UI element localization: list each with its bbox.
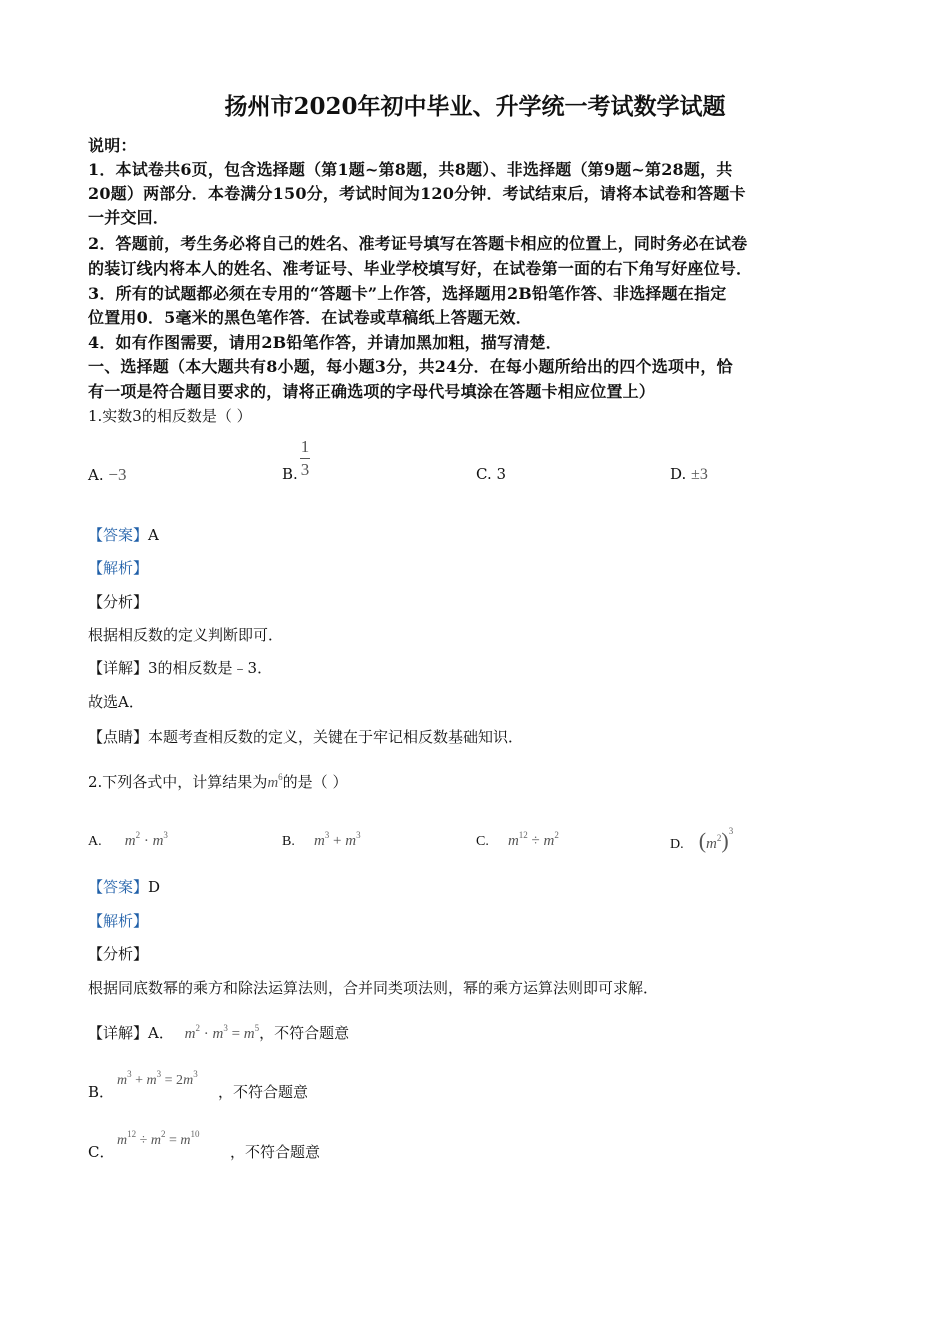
detail-math: $m^2 \cdot m^3 = m^5$	[184, 1023, 260, 1042]
q2-detail-b-label: B．	[88, 1083, 115, 1101]
option-label: D.	[670, 465, 687, 483]
dianjing-tag: 【点睛】	[88, 728, 149, 746]
q2-fenxi-tag: 【分析】	[88, 945, 149, 963]
option-math: $(m^2)^3$	[698, 826, 734, 853]
math-base: m	[267, 775, 279, 791]
q2-detail-a	[88, 1022, 349, 1043]
instructions-heading: 说明：	[88, 136, 137, 155]
q2-detail-b-verdict: ，不符合题意	[218, 1083, 309, 1101]
section-heading: 一、选择题（本大题共有8小题，每小题3分，共24分．在每小题所给出的四个选项中，恰	[88, 357, 733, 376]
option-value: −3	[108, 465, 127, 484]
q1-option-d	[670, 465, 708, 484]
option-math: $m^3 + m^3$	[313, 830, 361, 849]
fraction-numerator: 1	[300, 437, 310, 456]
q1-detail	[88, 657, 272, 678]
q2-detail-c	[117, 1129, 199, 1149]
stem-math	[267, 772, 283, 791]
q1-jiexi-tag: 【解析】	[88, 559, 149, 577]
fraction-bar	[300, 458, 310, 459]
q2-option-d	[670, 826, 733, 854]
q2-answer	[88, 876, 160, 897]
instruction-line: 3．所有的试题都必须在专用的“答题卡”上作答，选择题用2B铅笔作答、非选择题在指定	[88, 284, 727, 303]
q1-fenxi-tag: 【分析】	[88, 593, 149, 611]
option-math: $m^2 \cdot m^3$	[124, 830, 168, 849]
detail-math: $m^{12} \div m^2 = m^{10}$	[117, 1129, 200, 1148]
q1-answer	[88, 524, 159, 545]
page-title: 扬州市2020年初中毕业、升学统一考试数学试题	[224, 93, 726, 120]
instruction-line: 一并交回．	[88, 208, 170, 227]
question-1-stem: 1.实数3的相反数是（ ）	[88, 407, 252, 425]
q2-option-a	[88, 830, 168, 850]
detail-label: A．	[148, 1024, 174, 1042]
q2-option-b	[282, 830, 361, 850]
detail-math: $m^3 + m^3 = 2m^3$	[117, 1069, 198, 1088]
q1-option-a	[88, 465, 126, 485]
option-label: A.	[88, 466, 104, 484]
answer-value: D	[148, 878, 161, 896]
fraction-denominator: 3	[300, 460, 310, 479]
math-exponent: 6	[278, 772, 283, 782]
q2-detail-c-label: C．	[88, 1143, 115, 1161]
detail-tag: 【详解】	[88, 1024, 149, 1042]
q2-option-c	[476, 830, 559, 850]
stem-text: 2.下列各式中，计算结果为	[88, 773, 268, 791]
section-heading: 有一项是符合题目要求的，请将正确选项的字母代号填涂在答题卡相应位置上）	[88, 382, 656, 401]
q1-dianjing	[88, 726, 523, 747]
q1-option-b-fraction	[300, 438, 310, 479]
option-label: B.	[282, 834, 295, 849]
dianjing-text: 本题考查相反数的定义，关键在于牢记相反数基础知识．	[148, 728, 524, 746]
question-2-stem	[88, 771, 347, 792]
option-math: $m^{12} \div m^2$	[507, 830, 559, 849]
q1-choose: 故选A．	[88, 693, 144, 711]
answer-tag: 【答案】	[88, 878, 149, 896]
q1-fenxi-text: 根据相反数的定义判断即可．	[88, 626, 284, 644]
instruction-line: 2．答题前，考生务必将自己的姓名、准考证号填写在答题卡相应的位置上，同时务必在试卷	[88, 234, 748, 253]
q2-detail-c-verdict: ，不符合题意	[230, 1143, 321, 1161]
instruction-line: 的装订线内将本人的姓名、准考证号、毕业学校填写好，在试卷第一面的右下角写好座位号．	[88, 259, 753, 278]
detail-text: 3的相反数是﹣3．	[148, 659, 273, 677]
answer-value: A	[148, 526, 159, 544]
verdict-text: ，不符合题意	[259, 1024, 350, 1042]
detail-tag: 【详解】	[88, 659, 149, 677]
option-label: A.	[88, 834, 102, 849]
instruction-line: 4．如有作图需要，请用2B铅笔作答，并请加黑加粗，描写清楚．	[88, 333, 562, 352]
option-label: C.	[476, 834, 489, 849]
answer-tag: 【答案】	[88, 526, 149, 544]
option-label: D.	[670, 837, 684, 852]
q2-detail-b	[117, 1069, 198, 1089]
stem-text: 的是（ ）	[282, 773, 348, 791]
q1-option-c: C. 3	[476, 465, 507, 483]
q1-option-b-label: B.	[282, 465, 298, 483]
q2-fenxi-text: 根据同底数幂的乘方和除法运算法则，合并同类项法则，幂的乘方运算法则即可求解．	[88, 979, 659, 997]
option-value: ±3	[691, 466, 708, 483]
instruction-line: 1．本试卷共6页，包含选择题（第1题~第8题，共8题）、非选择题（第9题~第28题，共	[88, 160, 733, 179]
instruction-line: 20题）两部分．本卷满分150分，考试时间为120分钟．考试结束后，请将本试卷和答题卡	[88, 184, 746, 203]
q2-jiexi-tag: 【解析】	[88, 912, 149, 930]
instruction-line: 位置用0．5毫米的黑色笔作答．在试卷或草稿纸上答题无效．	[88, 308, 532, 327]
